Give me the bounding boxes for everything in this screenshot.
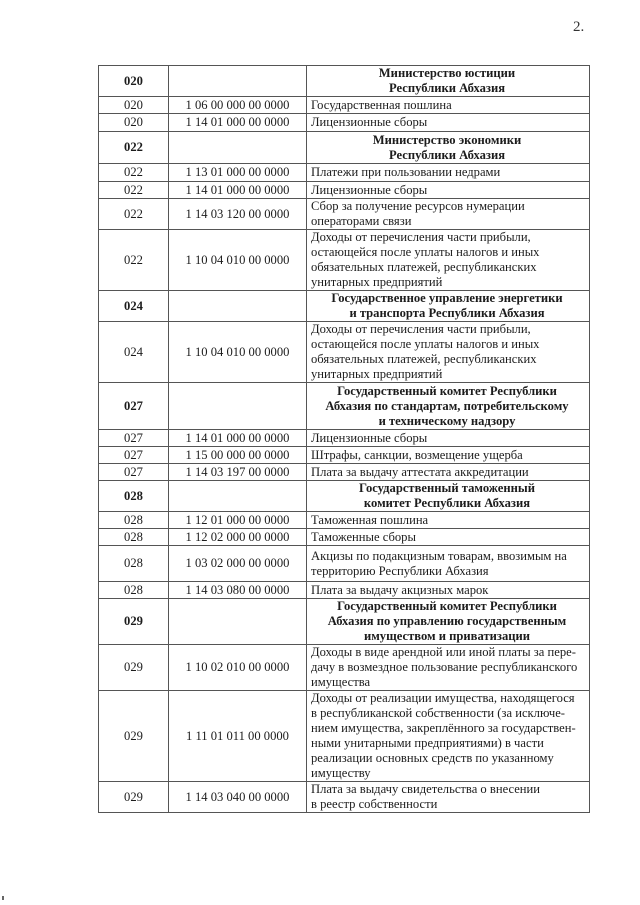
description-line: Лицензионные сборы — [311, 182, 428, 197]
revenue-description-cell — [307, 97, 590, 114]
revenue-code-cell — [169, 599, 307, 645]
table-row — [99, 164, 590, 182]
administrator-code-cell: 028 — [99, 529, 169, 546]
revenue-code-cell: 1 10 04 010 00 0000 — [169, 322, 307, 383]
administrator-code-cell: 029 — [99, 645, 169, 691]
revenue-code-cell — [169, 291, 307, 322]
description-line: Абхазия по стандартам, потребительскому — [325, 398, 569, 413]
description-line: Лицензионные сборы — [311, 430, 428, 445]
description-line: имущества — [311, 675, 371, 689]
description-line: Государственное управление энергетики — [331, 291, 563, 305]
table-row — [99, 582, 590, 599]
revenue-description-cell — [307, 546, 590, 582]
administrator-name-cell — [307, 383, 590, 430]
description-line: Государственная пошлина — [311, 97, 452, 112]
description-line: дачу в возмездное пользование республиканского — [311, 660, 578, 674]
revenue-code-cell: 1 14 03 080 00 0000 — [169, 582, 307, 599]
table-row — [99, 322, 590, 383]
revenue-code-cell: 1 12 01 000 00 0000 — [169, 512, 307, 529]
description-line: остающейся после уплаты налогов и иных — [311, 337, 540, 351]
table-row — [99, 97, 590, 114]
administrator-header-row — [99, 481, 590, 512]
administrator-code-cell: 029 — [99, 599, 169, 645]
administrator-code-cell: 022 — [99, 199, 169, 230]
administrator-name-cell — [307, 291, 590, 322]
revenue-code-cell — [169, 66, 307, 97]
administrator-code-cell: 027 — [99, 464, 169, 481]
table-row — [99, 430, 590, 447]
description-line: Республики Абхазия — [388, 81, 506, 95]
description-line: в республиканской собственности (за исключе- — [311, 706, 565, 720]
revenue-description-cell — [307, 447, 590, 464]
description-line: Доходы в виде арендной или иной платы за пере- — [311, 645, 576, 659]
administrator-header-row — [99, 599, 590, 645]
revenue-description-cell — [307, 114, 590, 132]
revenue-description-cell — [307, 164, 590, 182]
table-row — [99, 691, 590, 782]
table-row — [99, 645, 590, 691]
administrator-header-row — [99, 291, 590, 322]
administrator-code-cell: 028 — [99, 582, 169, 599]
table-row — [99, 230, 590, 291]
table-row — [99, 546, 590, 582]
description-line: Абхазия по управлению государственным — [327, 614, 567, 628]
revenue-description-cell — [307, 230, 590, 291]
description-line: в реестр собственности — [311, 797, 438, 811]
table-row — [99, 447, 590, 464]
description-line: Сбор за получение ресурсов нумерации — [311, 199, 525, 213]
description-line: ными унитарными предприятиями) в части — [311, 736, 544, 750]
description-line: Республики Абхазия — [388, 147, 506, 162]
description-line: остающейся после уплаты налогов и иных — [311, 245, 540, 259]
description-line: Плата за выдачу акцизных марок — [311, 582, 489, 597]
administrator-code-cell: 024 — [99, 322, 169, 383]
revenue-description-cell — [307, 512, 590, 529]
table-row — [99, 464, 590, 481]
revenue-code-cell: 1 14 01 000 00 0000 — [169, 430, 307, 447]
description-line: Доходы от перечисления части прибыли, — [311, 322, 531, 336]
administrator-code-cell: 024 — [99, 291, 169, 322]
administrator-code-cell: 022 — [99, 132, 169, 164]
revenue-description-cell — [307, 182, 590, 199]
description-line: комитет Республики Абхазия — [363, 496, 531, 510]
description-line: обязательных платежей, республиканских — [311, 352, 537, 366]
description-line: Плата за выдачу аттестата аккредитации — [311, 464, 529, 479]
administrator-name-cell — [307, 132, 590, 164]
description-line: имуществу — [311, 766, 371, 780]
table-row — [99, 512, 590, 529]
description-line: Государственный комитет Республики — [337, 383, 557, 398]
revenue-description-cell — [307, 430, 590, 447]
revenue-description-cell — [307, 645, 590, 691]
table-row — [99, 529, 590, 546]
revenue-description-cell — [307, 582, 590, 599]
description-line: Таможенная пошлина — [311, 512, 429, 527]
revenue-codes-table — [98, 65, 590, 813]
revenue-code-cell: 1 10 02 010 00 0000 — [169, 645, 307, 691]
administrator-code-cell: 020 — [99, 114, 169, 132]
page-number: 2. — [573, 19, 585, 35]
revenue-description-cell — [307, 691, 590, 782]
description-line: Штрафы, санкции, возмещение ущерба — [311, 447, 523, 462]
revenue-code-cell: 1 10 04 010 00 0000 — [169, 230, 307, 291]
administrator-header-row — [99, 132, 590, 164]
description-line: унитарных предприятий — [311, 367, 443, 381]
table-row — [99, 782, 590, 813]
revenue-code-cell — [169, 383, 307, 430]
description-line: Акцизы по подакцизным товарам, ввозимым на — [311, 548, 567, 563]
description-line: унитарных предприятий — [311, 275, 443, 289]
description-line: Министерство экономики — [372, 132, 522, 147]
table-row — [99, 182, 590, 199]
description-line: Плата за выдачу свидетельства о внесении — [311, 782, 541, 796]
description-line: и транспорта Республики Абхазия — [349, 306, 545, 320]
administrator-code-cell: 020 — [99, 97, 169, 114]
description-line: Лицензионные сборы — [311, 115, 428, 129]
revenue-code-cell: 1 14 03 120 00 0000 — [169, 199, 307, 230]
description-line: нием имущества, закреплённого за государствен- — [311, 721, 576, 735]
description-line: Таможенные сборы — [311, 529, 416, 544]
description-line: и техническому надзору — [378, 413, 516, 428]
administrator-code-cell: 027 — [99, 430, 169, 447]
administrator-code-cell: 029 — [99, 691, 169, 782]
description-line: Государственный таможенный — [359, 481, 535, 495]
administrator-name-cell — [307, 481, 590, 512]
revenue-code-cell: 1 14 03 197 00 0000 — [169, 464, 307, 481]
description-line: территорию Республики Абхазия — [311, 563, 489, 578]
revenue-code-cell — [169, 481, 307, 512]
administrator-code-cell: 022 — [99, 182, 169, 199]
revenue-code-cell: 1 11 01 011 00 0000 — [169, 691, 307, 782]
description-line: имуществом и приватизации — [363, 629, 531, 643]
administrator-name-cell — [307, 66, 590, 97]
administrator-code-cell: 027 — [99, 447, 169, 464]
revenue-code-cell: 1 15 00 000 00 0000 — [169, 447, 307, 464]
revenue-code-cell: 1 12 02 000 00 0000 — [169, 529, 307, 546]
description-line: Доходы от реализации имущества, находящегося — [311, 691, 575, 705]
table-body — [99, 66, 590, 813]
administrator-code-cell: 027 — [99, 383, 169, 430]
description-line: реализации основных средств по указанному — [311, 751, 554, 765]
administrator-header-row — [99, 383, 590, 430]
revenue-description-cell — [307, 199, 590, 230]
administrator-code-cell: 028 — [99, 481, 169, 512]
revenue-description-cell — [307, 782, 590, 813]
description-line: Платежи при пользовании недрами — [311, 165, 501, 179]
administrator-code-cell: 028 — [99, 512, 169, 529]
table-row — [99, 199, 590, 230]
administrator-header-row — [99, 66, 590, 97]
revenue-code-cell: 1 14 01 000 00 0000 — [169, 114, 307, 132]
revenue-code-cell: 1 06 00 000 00 0000 — [169, 97, 307, 114]
revenue-code-cell — [169, 132, 307, 164]
description-line: операторами связи — [311, 214, 412, 228]
administrator-code-cell: 020 — [99, 66, 169, 97]
administrator-code-cell: 028 — [99, 546, 169, 582]
description-line: Доходы от перечисления части прибыли, — [311, 230, 531, 244]
table-row — [99, 114, 590, 132]
revenue-code-cell: 1 13 01 000 00 0000 — [169, 164, 307, 182]
administrator-code-cell: 022 — [99, 230, 169, 291]
description-line: Государственный комитет Республики — [337, 599, 557, 613]
administrator-code-cell: 029 — [99, 782, 169, 813]
description-line: обязательных платежей, республиканских — [311, 260, 537, 274]
revenue-code-cell: 1 14 03 040 00 0000 — [169, 782, 307, 813]
revenue-code-cell: 1 03 02 000 00 0000 — [169, 546, 307, 582]
revenue-code-cell: 1 14 01 000 00 0000 — [169, 182, 307, 199]
administrator-code-cell: 022 — [99, 164, 169, 182]
scan-artifact — [2, 896, 4, 900]
revenue-description-cell — [307, 529, 590, 546]
revenue-description-cell — [307, 322, 590, 383]
administrator-name-cell — [307, 599, 590, 645]
revenue-description-cell — [307, 464, 590, 481]
description-line: Министерство юстиции — [378, 66, 516, 80]
